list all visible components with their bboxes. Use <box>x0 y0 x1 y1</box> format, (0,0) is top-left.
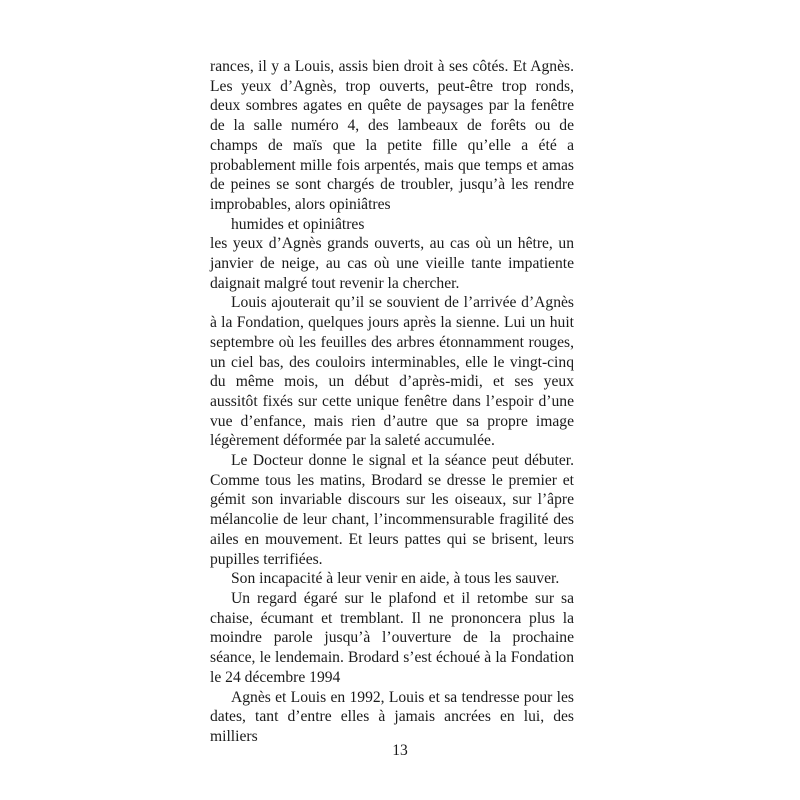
paragraph-continuation: rances, il y a Louis, assis bien droit à ses côtés. Et Agnès. Les yeux d’Agnès, trop ouverts, peut-être trop ronds, deux sombres agates en quête de paysages par la fenêtre de la salle numéro 4, des lambeaux de forêts ou de champs de maïs que la petite fille qu’elle a été a probablement mille fois arpentés, mais que temps et amas de peines se sont chargés de troubler, jusqu’à les rendre improbables, alors opiniâtres <box>210 58 574 213</box>
paragraph: Louis ajouterait qu’il se souvient de l’arrivée d’Agnès à la Fondation, quelques jours après la sienne. Lui un huit septembre où les feuilles des arbres étonnamment rouges, un ciel bas, des couloirs interminables, elle le vingt-cinq du même mois, un début d’après-midi, et ses yeux aussitôt fixés sur cette unique fenêtre dans l’espoir d’une vue d’enfance, mais rien d’autre que sa propre image légèrement déformée par la saleté accumulée. <box>210 294 574 450</box>
paragraph: Le Docteur donne le signal et la séance peut débuter. Comme tous les matins, Brodard se dresse le premier et gémit son invariable discours sur les oiseaux, sur l’âpre mélancolie de leur chant, l’incommensurable fragilité des ailes en mouvement. Et leurs pattes qui se brisent, leurs pupilles terrifiées. <box>210 452 574 568</box>
page-number: 13 <box>392 742 408 759</box>
paragraph: Son incapacité à leur venir en aide, à tous les sauver. <box>231 570 560 588</box>
body-text <box>210 57 574 747</box>
paragraph: humides et opiniâtres <box>231 215 365 233</box>
paragraph: Un regard égaré sur le plafond et il retombe sur sa chaise, écumant et tremblant. Il ne prononcera plus la moindre parole jusqu’à l’ouverture de la prochaine séance, le lendemain. Brodard s’est échoué à la Fondation le 24 décembre 1994 <box>210 589 574 686</box>
paragraph: Agnès et Louis en 1992, Louis et sa tendresse pour les dates, tant d’entre elles à jamais ancrées en lui, des milliers <box>210 688 574 745</box>
paragraph: les yeux d’Agnès grands ouverts, au cas où un hêtre, un janvier de neige, au cas où une vieille tante impatiente daignait malgré tout revenir la chercher. <box>210 235 574 292</box>
